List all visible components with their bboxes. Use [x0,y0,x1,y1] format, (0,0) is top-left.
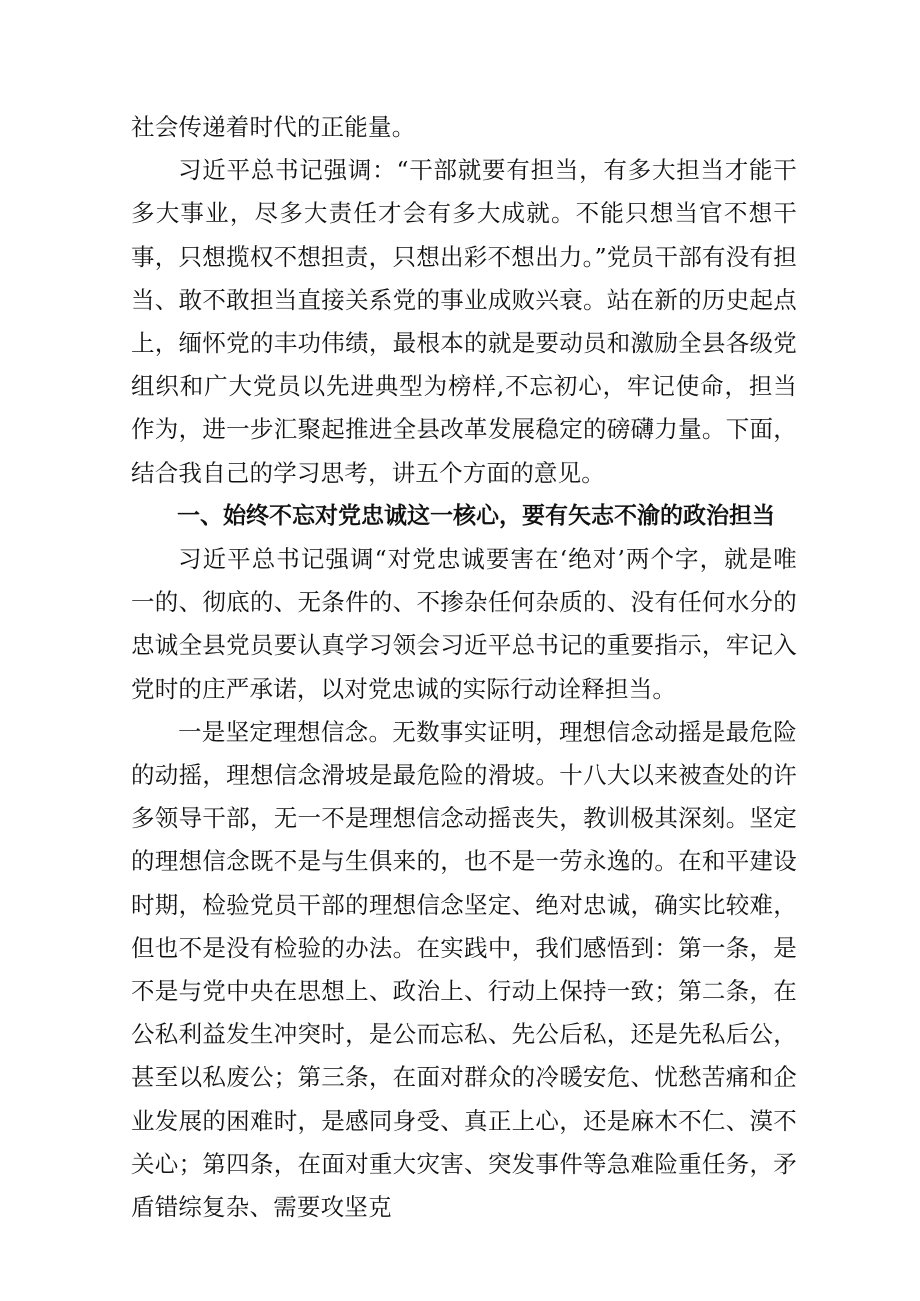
paragraph-quote-responsibility: 习近平总书记强调：“干部就要有担当，有多大担当才能干多大事业，尽多大责任才会有多大成就。不能只想当官不想干事，只想揽权不想担责，只想出彩不想出力。”党员干部有没有担当、敢不敢担当直接关系党的事业成败兴衰。站在新的历史起点上，缅怀党的丰功伟绩，最根本的就是要动员和激励全县各级党组织和广大党员以先进典型为榜样,不忘初心，牢记使命，担当作为，进一步汇聚起推进全县改革发展稳定的磅礴力量。下面，结合我自己的学习思考，讲五个方面的意见。 [131,156,797,487]
document-page [131,106,797,1229]
paragraph-continuation: 社会传递着时代的正能量。 [131,113,416,141]
paragraph-ideals-beliefs: 一是坚定理想信念。无数事实证明，理想信念动摇是最危险的动摇，理想信念滑坡是最危险的滑坡。十八大以来被查处的许多领导干部，无一不是理想信念动摇丧失，教训极其深刻。坚定的理想信念既不是与生俱来的，也不是一劳永逸的。在和平建设时期，检验党员干部的理想信念坚定、绝对忠诚，确实比较难，但也不是没有检验的办法。在实践中，我们感悟到：第一条，是不是与党中央在思想上、政治上、行动上保持一致；第二条，在公私利益发生冲突时，是公而忘私、先公后私，还是先私后公，甚至以私废公；第三条，在面对群众的冷暖安危、忧愁苦痛和企业发展的困难时，是感同身受、真正上心，还是麻木不仁、漠不关心；第四条，在面对重大灾害、突发事件等急难险重任务，矛盾错综复杂、需要攻坚克 [131,717,797,1222]
section-heading-1: 一、始终不忘对党忠诚这一核心，要有矢志不渝的政治担当 [177,502,775,529]
paragraph-loyalty: 习近平总书记强调“对党忠诚要害在‘绝对’两个字，就是唯一的、彻底的、无条件的、不掺杂任何杂质的、没有任何水分的忠诚全县党员要认真学习领会习近平总书记的重要指示，牢记入党时的庄严承诺，以对党忠诚的实际行动诠释担当。 [131,545,797,703]
